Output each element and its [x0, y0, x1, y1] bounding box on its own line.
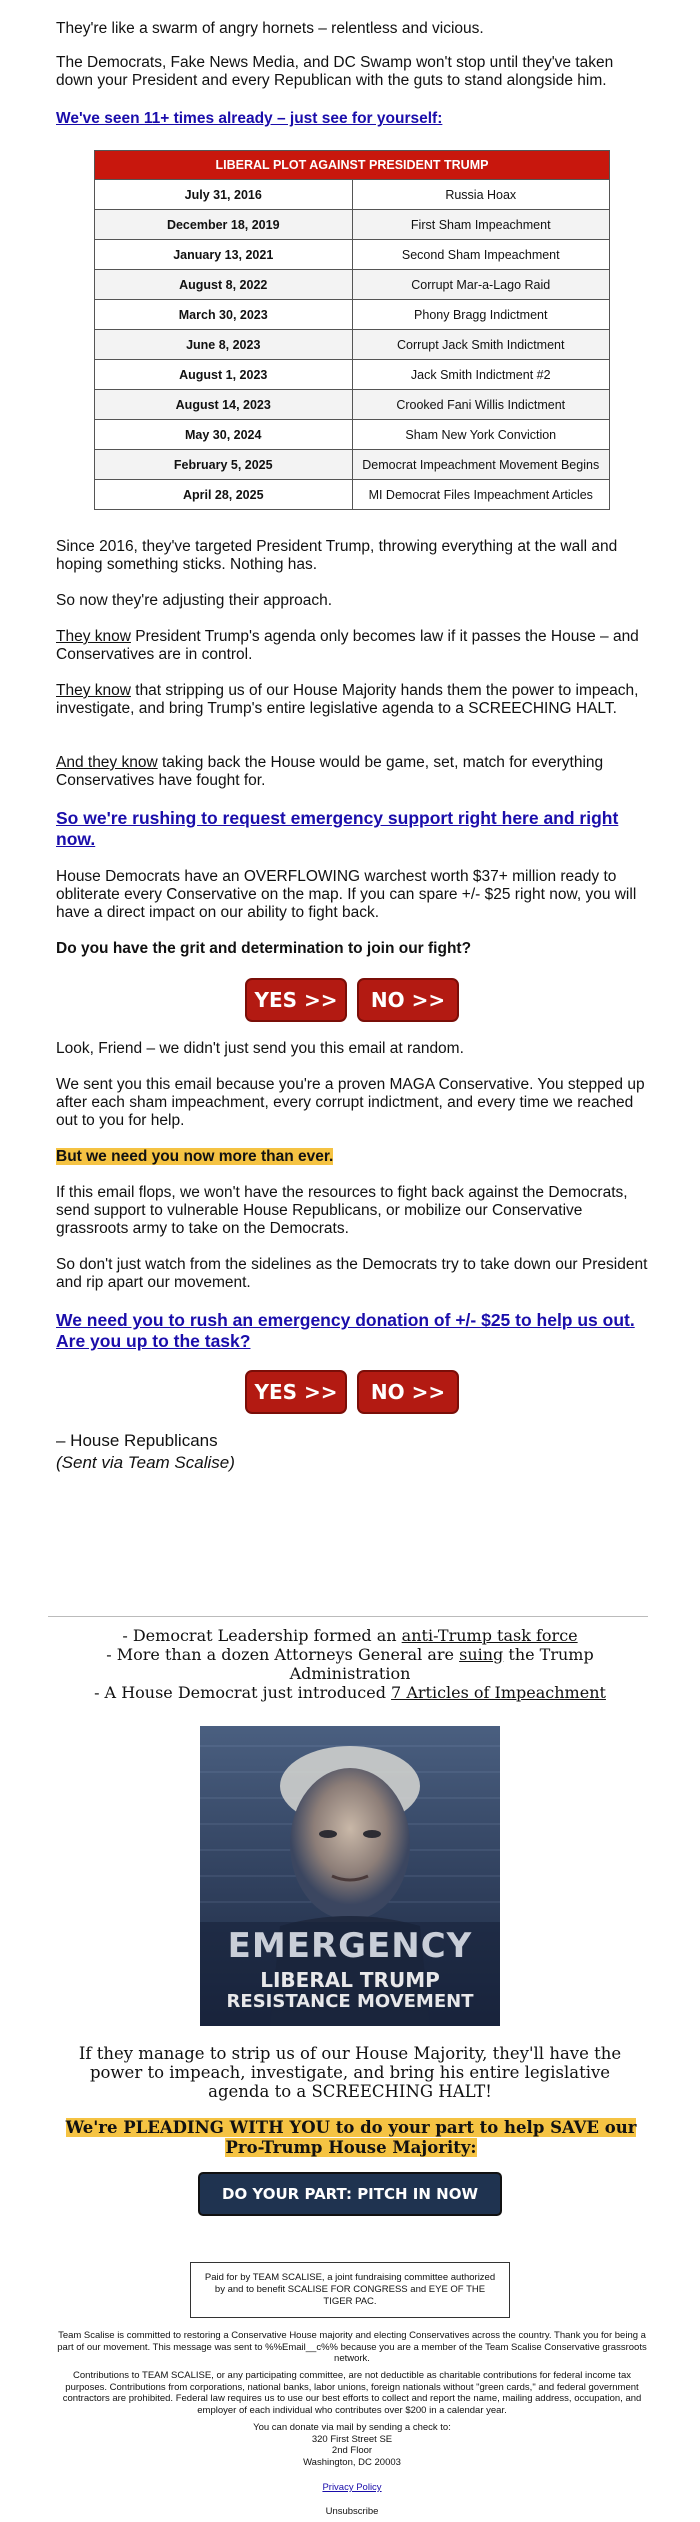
they-know-2-rest: that stripping us of our House Majority hands them the power to impeach, investigate, and bring Trump's entire legislative agenda to a SCREECHING HALT. — [56, 682, 639, 717]
they-know-1 — [56, 628, 648, 664]
pleading-text-wrap — [56, 2118, 646, 2157]
banner-emergency-text: EMERGENCY — [227, 1926, 473, 1966]
plot-date-cell: April 28, 2025 — [95, 480, 353, 510]
plot-event-cell: Jack Smith Indictment #2 — [352, 360, 610, 390]
plot-table-row — [95, 300, 610, 330]
plot-event-cell: MI Democrat Files Impeachment Articles — [352, 480, 610, 510]
they-know-1-rest: President Trump's agenda only becomes law if it passes the House – and Conservatives are in control. — [56, 628, 639, 663]
committed-text: Team Scalise is committed to restoring a Conservative House majority and electing Conservatives across the country. Thank you for being a part of our movement. This message was sent to %%Email__c%% because you are a member of the Team Scalise Conservative grassroots network. — [57, 2330, 647, 2364]
plot-date-cell: March 30, 2023 — [95, 300, 353, 330]
plot-date-cell: August 1, 2023 — [95, 360, 353, 390]
emergency-support-link[interactable]: So we're rushing to request emergency support right here and right now. — [56, 808, 619, 849]
suing-link[interactable]: suing — [459, 1645, 504, 1664]
bullet-2-tail: the Trump Administration — [289, 1645, 594, 1683]
plot-date-cell: May 30, 2024 — [95, 420, 353, 450]
sidelines-text: So don't just watch from the sidelines as the Democrats try to take down our President and rip apart our movement. — [56, 1256, 648, 1291]
plot-date-cell: July 31, 2016 — [95, 180, 353, 210]
look-friend-text: Look, Friend – we didn't just send you this email at random. — [56, 1040, 464, 1057]
bullet-suing — [60, 1645, 640, 1683]
plot-table-wrap — [56, 150, 610, 510]
strip-majority-text: If they manage to strip us of our House Majority, they'll have the power to impeach, investigate, and bring his entire legislative agenda to a SCREECHING HALT! — [78, 2044, 622, 2101]
yes-no-row-1 — [56, 978, 648, 1022]
no-button-1[interactable]: NO >> — [357, 978, 459, 1022]
grit-question: Do you have the grit and determination to join our fight? — [56, 940, 472, 957]
pitch-in-button[interactable]: DO YOUR PART: PITCH IN NOW — [198, 2172, 502, 2216]
plot-table-row — [95, 330, 610, 360]
pleading-text: We're PLEADING WITH YOU to do your part to help SAVE our Pro-Trump House Majority: — [65, 2118, 637, 2157]
plot-event-cell: Phony Bragg Indictment — [352, 300, 610, 330]
plot-event-cell: Second Sham Impeachment — [352, 240, 610, 270]
paid-for-text: Paid for by TEAM SCALISE, a joint fundraising committee authorized by and to benefit SCALISE FOR CONGRESS and EYE OF THE TIGER PAC. — [204, 2272, 496, 2307]
yes-button-2[interactable]: YES >> — [245, 1370, 347, 1414]
yes-no-row-2 — [56, 1370, 648, 1414]
plot-table-row — [95, 270, 610, 300]
banner-liberal-trump: LIBERAL TRUMP — [260, 1968, 440, 1992]
need-you-highlight: But we need you now more than ever. — [56, 1148, 334, 1165]
since-2016-text: Since 2016, they've targeted President Trump, throwing everything at the wall and hoping something sticks. Nothing has. — [56, 538, 618, 573]
plot-table-title: LIBERAL PLOT AGAINST PRESIDENT TRUMP — [95, 151, 610, 180]
they-know-2-lead: They know — [56, 682, 131, 699]
emergency-banner-image[interactable] — [200, 1726, 500, 2026]
emergency-donation-link[interactable]: We need you to rush an emergency donation of +/- $25 to help us out. Are you up to the task? — [56, 1310, 635, 1351]
sent-via: (Sent via Team Scalise) — [56, 1453, 235, 1472]
they-know-3-lead: And they know — [56, 754, 158, 771]
plot-date-cell: January 13, 2021 — [95, 240, 353, 270]
plot-table-row — [95, 180, 610, 210]
they-know-2 — [56, 682, 648, 718]
mail-address-block — [56, 2422, 648, 2468]
plot-date-cell: August 8, 2022 — [95, 270, 353, 300]
plot-event-cell: Corrupt Jack Smith Indictment — [352, 330, 610, 360]
address-line-1: 320 First Street SE — [311, 2433, 393, 2445]
address-line-2: 2nd Floor — [331, 2445, 373, 2456]
email-flops-text: If this email flops, we won't have the resources to fight back against the Democrats, send support to vulnerable House Republicans, or mobilize our Conservative grassroots army to take on the Democrats. — [56, 1184, 628, 1237]
plot-event-cell: Democrat Impeachment Movement Begins — [352, 450, 610, 480]
intro-democrats: The Democrats, Fake News Media, and DC Swamp won't stop until they've taken down your President and every Republican with the guts to stand alongside him. — [56, 54, 614, 89]
mail-intro: You can donate via mail by sending a check to: — [253, 2422, 451, 2433]
section-divider — [48, 1616, 648, 1617]
plot-table-row — [95, 420, 610, 450]
maga-text: We sent you this email because you're a proven MAGA Conservative. You stepped up after each sham impeachment, every corrupt indictment, and every time we reached out to you for help. — [56, 1076, 645, 1129]
plot-table-row — [95, 210, 610, 240]
no-button-2[interactable]: NO >> — [357, 1370, 459, 1414]
plot-date-cell: February 5, 2025 — [95, 450, 353, 480]
bullet-2-text: - More than a dozen Attorneys General are — [106, 1645, 460, 1664]
warchest-text: House Democrats have an OVERFLOWING warchest worth $37+ million ready to obliterate every Conservative on the map. If you can spare +/- $25 right now, you will have a direct impact on our ability to fight back. — [56, 868, 637, 921]
task-force-link[interactable]: anti-Trump task force — [401, 1626, 578, 1645]
they-know-3 — [56, 754, 648, 790]
plot-date-cell: August 14, 2023 — [95, 390, 353, 420]
bullet-1-text: - Democrat Leadership formed an — [122, 1626, 402, 1645]
signature: – House Republicans — [56, 1431, 218, 1450]
bullet-list — [60, 1626, 640, 1702]
yes-button-1[interactable]: YES >> — [245, 978, 347, 1022]
see-for-yourself-link[interactable]: We've seen 11+ times already – just see for yourself: — [56, 110, 443, 127]
bullet-impeachment — [60, 1683, 640, 1702]
plot-event-cell: Russia Hoax — [352, 180, 610, 210]
banner-resistance: RESISTANCE MOVEMENT — [226, 1991, 474, 2012]
plot-table — [94, 150, 610, 510]
bullet-task-force — [60, 1626, 640, 1645]
plot-table-row — [95, 450, 610, 480]
plot-table-row — [95, 240, 610, 270]
plot-table-row — [95, 390, 610, 420]
privacy-policy-link[interactable]: Privacy Policy — [322, 2482, 382, 2493]
unsubscribe-link[interactable]: Unsubscribe — [325, 2506, 379, 2517]
paid-for-box — [190, 2262, 510, 2318]
plot-table-row — [95, 480, 610, 510]
bullet-3-text: - A House Democrat just introduced — [94, 1683, 392, 1702]
plot-date-cell: December 18, 2019 — [95, 210, 353, 240]
plot-date-cell: June 8, 2023 — [95, 330, 353, 360]
they-know-3-rest: taking back the House would be game, set, match for everything Conservatives have fought for. — [56, 754, 604, 789]
address-line-3: Washington, DC 20003 — [303, 2456, 401, 2468]
contributions-text: Contributions to TEAM SCALISE, or any participating committee, are not deductible as charitable contributions for federal income tax purposes. Contributions from corporations, national banks, labor unions, foreign nationals without "green cards," and federal government contractors are prohibited. Federal law requires us to use our best efforts to collect and report the name, mailing address, occupation, and employer of each individual who contributes over $200 in a calendar year. — [62, 2370, 642, 2416]
articles-link[interactable]: 7 Articles of Impeachment — [391, 1683, 606, 1702]
they-know-1-lead: They know — [56, 628, 131, 645]
intro-hornets: They're like a swarm of angry hornets – relentless and vicious. — [56, 20, 484, 37]
adjusting-text: So now they're adjusting their approach. — [56, 592, 333, 609]
plot-event-cell: Corrupt Mar-a-Lago Raid — [352, 270, 610, 300]
plot-event-cell: Sham New York Conviction — [352, 420, 610, 450]
plot-event-cell: First Sham Impeachment — [352, 210, 610, 240]
plot-event-cell: Crooked Fani Willis Indictment — [352, 390, 610, 420]
plot-table-row — [95, 360, 610, 390]
